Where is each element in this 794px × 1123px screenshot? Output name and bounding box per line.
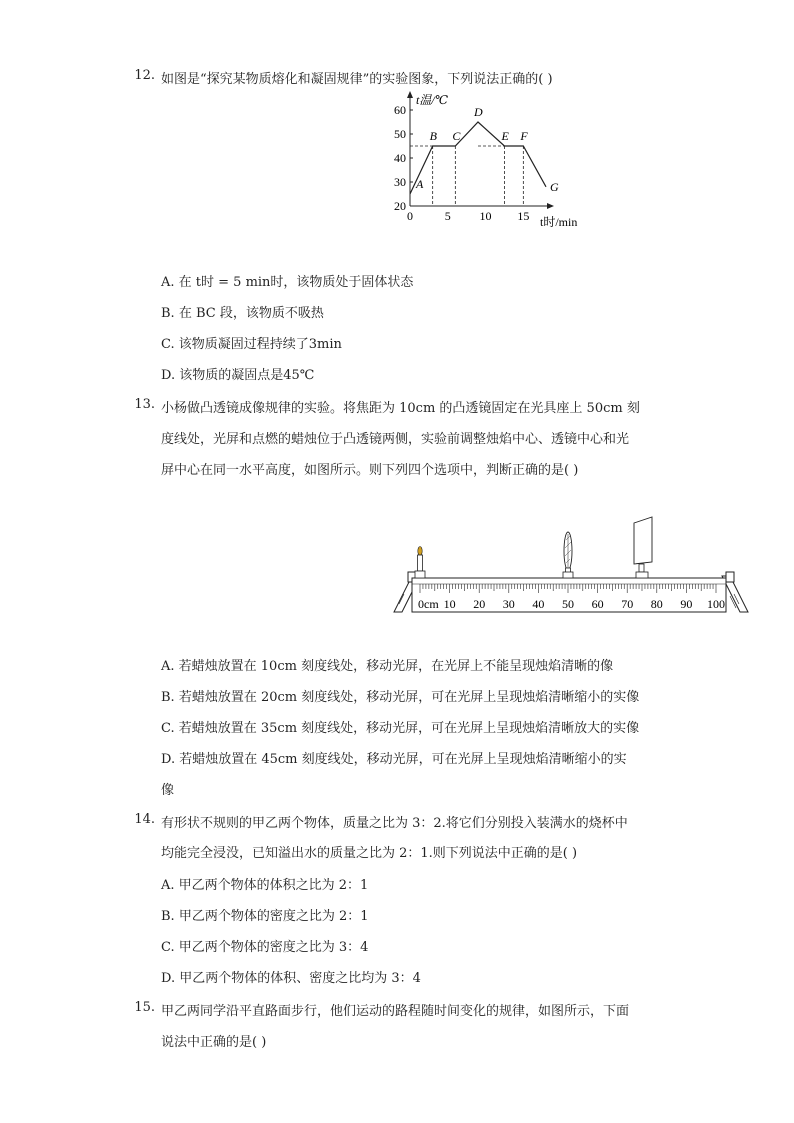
option-d[interactable]: D. 该物质的凝固点是45℃ xyxy=(161,368,315,383)
option-b[interactable]: B. 若蜡烛放置在 20cm 刻度线处，移动光屏，可在光屏上呈现烛焰清晰缩小的实像 xyxy=(161,690,640,705)
question-stem-line-2: 均能完全浸没，已知溢出水的质量之比为 2：1.则下列说法中正确的是( ) xyxy=(161,846,578,861)
point-label-d: D xyxy=(474,105,483,119)
question-stem-line-3: 屏中心在同一水平高度，如图所示。则下列四个选项中，判断正确的是( ) xyxy=(161,463,579,478)
x-tick-label: 5 xyxy=(444,209,451,223)
point-label-g: G xyxy=(550,179,559,194)
question-stem-line-1: 甲乙两同学沿平直路面步行，他们运动的路程随时间变化的规律，如图所示，下面 xyxy=(161,1004,630,1019)
x-tick-label: 15 xyxy=(517,209,530,223)
candle xyxy=(415,547,425,579)
option-d[interactable]: D. 甲乙两个物体的体积、密度之比均为 3：4 xyxy=(161,971,421,986)
ruler-label: 0cm xyxy=(418,597,439,611)
option-c[interactable]: C. 该物质凝固过程持续了3min xyxy=(161,337,342,352)
y-tick-label: 50 xyxy=(394,127,406,141)
point-label-f: F xyxy=(520,129,528,143)
ruler-label: 50 xyxy=(562,597,574,611)
ruler-label: 80 xyxy=(650,597,663,611)
y-tick-label: 30 xyxy=(394,175,406,189)
optical-bench-figure xyxy=(390,512,752,622)
point-label-e: E xyxy=(501,129,509,143)
y-tick-label: 40 xyxy=(394,151,406,165)
option-c[interactable]: C. 若蜡烛放置在 35cm 刻度线处，移动光屏，可在光屏上呈现烛焰清晰放大的实像 xyxy=(161,721,640,736)
x-tick-label: 10 xyxy=(479,209,492,223)
melting-solidification-graph xyxy=(370,88,600,233)
option-a[interactable]: A. 若蜡烛放置在 10cm 刻度线处，移动光屏，在光屏上不能呈现烛焰清晰的像 xyxy=(161,659,614,674)
point-label-b: B xyxy=(429,129,438,143)
question-number: 14. xyxy=(134,812,155,827)
ruler-label: 100 xyxy=(707,597,725,611)
ruler-label: 10 xyxy=(443,597,456,611)
y-axis-label: t温/℃ xyxy=(416,93,449,107)
question-number: 12. xyxy=(134,68,155,83)
option-a[interactable]: A. 在 t时 = 5 min时，该物质处于固体状态 xyxy=(161,275,414,290)
question-stem-line-2: 说法中正确的是( ) xyxy=(161,1035,267,1050)
y-tick-label: 20 xyxy=(394,199,406,213)
question-number: 15. xyxy=(134,1000,155,1015)
ruler-label: 20 xyxy=(473,597,486,611)
option-c[interactable]: C. 甲乙两个物体的密度之比为 3：4 xyxy=(161,940,369,955)
convex-lens xyxy=(563,532,573,578)
point-label-c: C xyxy=(452,129,461,143)
question-stem-line-1: 小杨做凸透镜成像规律的实验。将焦距为 10cm 的凸透镜固定在光具座上 50cm 刻 xyxy=(161,401,640,416)
question-stem-line-2: 度线处，光屏和点燃的蜡烛位于凸透镜两侧，实验前调整烛焰中心、透镜中心和光 xyxy=(161,432,630,447)
ruler-label: 70 xyxy=(621,597,634,611)
light-screen xyxy=(634,517,652,578)
option-b[interactable]: B. 在 BC 段，该物质不吸热 xyxy=(161,306,324,321)
ruler-label: 90 xyxy=(680,597,693,611)
x-axis-label: t时/min xyxy=(540,215,578,229)
question-number: 13. xyxy=(134,397,155,412)
question-stem-line-1: 有形状不规则的甲乙两个物体，质量之比为 3：2.将它们分别投入装满水的烧杯中 xyxy=(161,816,628,831)
ruler-label: 60 xyxy=(591,597,604,611)
option-d[interactable]: D. 若蜡烛放置在 45cm 刻度线处，移动光屏，可在光屏上呈现烛焰清晰缩小的实 xyxy=(161,752,627,767)
point-label-a: A xyxy=(416,177,424,191)
option-b[interactable]: B. 甲乙两个物体的密度之比为 2：1 xyxy=(161,909,369,924)
option-a[interactable]: A. 甲乙两个物体的体积之比为 2：1 xyxy=(161,878,369,893)
option-d-continuation: 像 xyxy=(161,783,175,798)
y-tick-label: 60 xyxy=(394,103,406,117)
ruler-label: 40 xyxy=(532,597,545,611)
question-stem: 如图是“探究某物质熔化和凝固规律”的实验图象，下列说法正确的( ) xyxy=(161,72,553,87)
ruler-label: 30 xyxy=(502,597,515,611)
x-tick-label: 0 xyxy=(407,209,413,223)
